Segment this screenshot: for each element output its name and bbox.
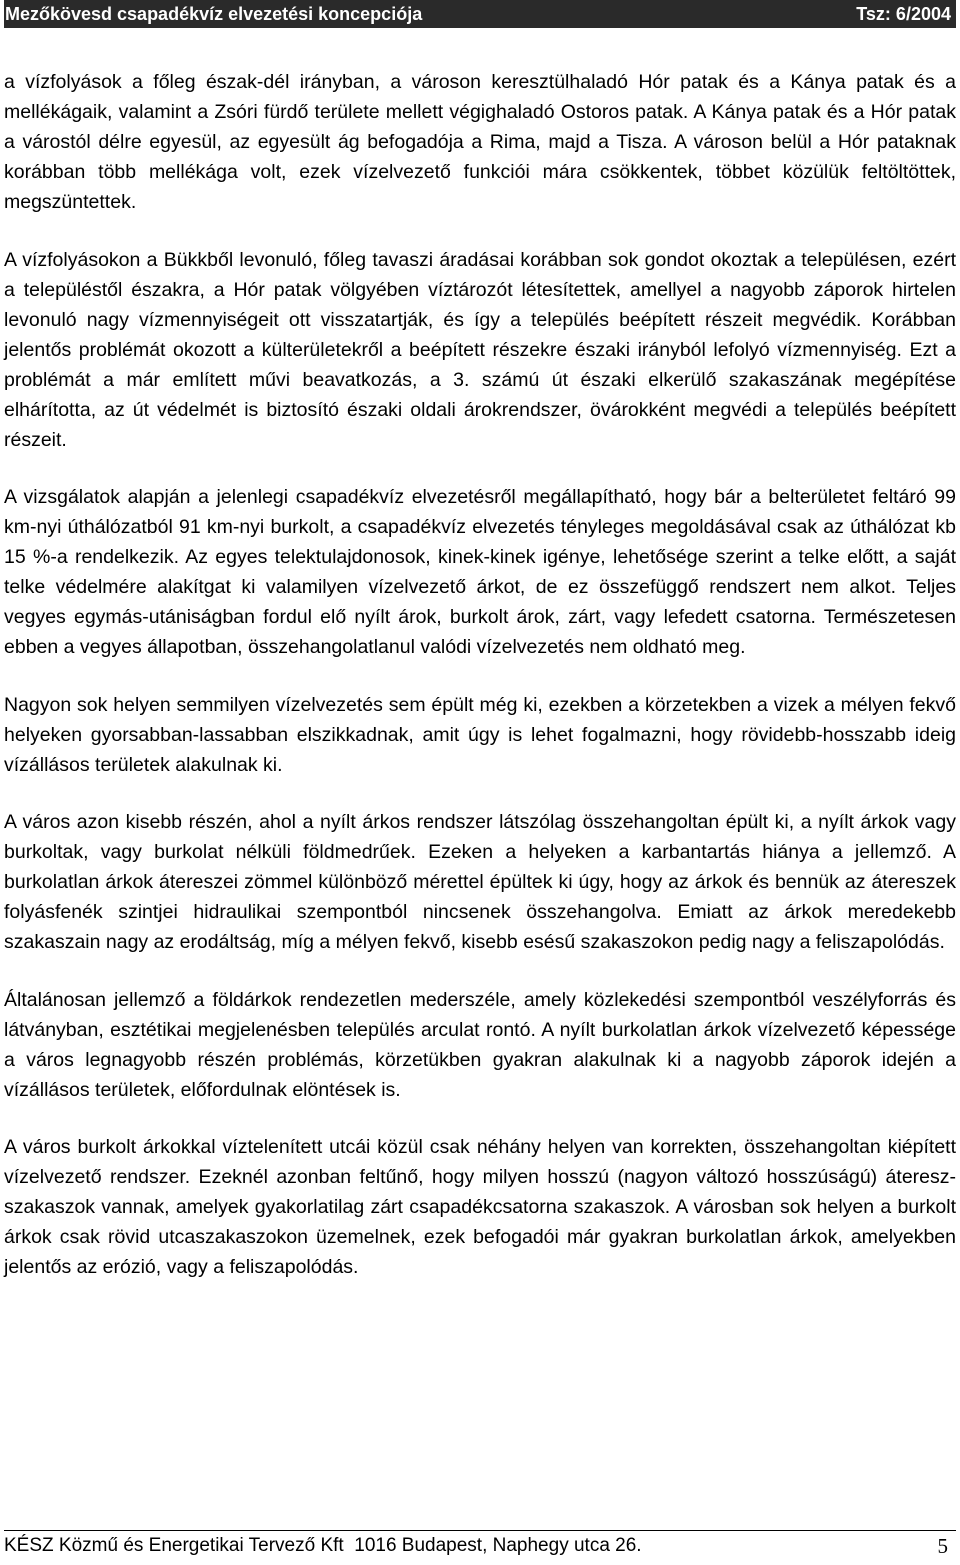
page-footer [4, 1530, 956, 1561]
document-reference: Tsz: 6/2004 [856, 4, 951, 24]
paragraph: Általánosan jellemző a földárkok rendezetlen mederszéle, amely közlekedési szempontból veszélyforrás és látványban, esztétikai megjelenésben település arculat rontó. A nyílt burkolatlan árkok vízelvezető képessége a város legnagyobb részén problémás, körzetükben gyakran alakulnak ki a nagyobb záporok idején a vízállásos területek, előfordulnak elöntések is. [4, 988, 956, 1101]
page-number: 5 [937, 1534, 948, 1558]
document-title: Mezőkövesd csapadékvíz elvezetési koncepciója [5, 4, 423, 24]
page-header [4, 0, 956, 28]
paragraph: A vizsgálatok alapján a jelenlegi csapadékvíz elvezetésről megállapítható, hogy bár a belterületet feltáró 99 km-nyi úthálózatból 91 km-nyi burkolt, a csapadékvíz elvezetés tényleges megoldásával csak az úthálózat kb 15 %-a rendelkezik. Az egyes telektulajdonosok, kinek-kinek igénye, lehetősége szerint a telke előtt, a saját telke védelmére alakítgat ki valamilyen vízelvezető árkot, de ez összefüggő rendszert nem alkot. Teljes vegyes egymás-utániságban fordul elő nyílt árok, burkolt árok, zárt, vagy lefedett csatorna. Természetesen ebben a vegyes állapotban, összehangolatlanul valódi vízelvezetés nem oldható meg. [4, 486, 956, 658]
paragraph: A vízfolyásokon a Bükkből levonuló, főleg tavaszi áradásai korábban sok gondot okoztak a településen, ezért a településtől északra, a Hór patak völgyében víztározót létesítettek, amellyel a nagyobb záporok hirtelen levonuló nagy vízmennyiségeit ott visszatartják, és így a település beépített részeit megvédik. Korábban jelentős problémát okozott a külterületekről a beépített részekre északi irányból lefolyó vízmennyiség. Ezt a problémát a már említett művi beavatkozás, a 3. számú út északi elkerülő szakaszának megépítése elhárította, az út védelmét is biztosító északi oldali árokrendszer, övárokként megvédi a település beépített részeit. [4, 248, 956, 451]
paragraph: a vízfolyások a főleg észak-dél irányban, a városon keresztülhaladó Hór patak és a Kánya patak és a mellékágaik, valamint a Zsóri fürdő területe mellett végighaladó Ostoros patak. A Kánya patak és a Hór patak a várostól délre egyesül, az egyesült ág befogadója a Rima, majd a Tisza. A városon belül a Hór pataknak korábban több mellékága volt, ezek vízelvezető funkciói mára csökkentek, többet közülük feltöltöttek, megszüntettek. [4, 71, 956, 213]
body-text [4, 67, 956, 1310]
document-page [4, 0, 956, 1565]
paragraph: A város burkolt árkokkal víztelenített utcái közül csak néhány helyen van korrekten, összehangoltan kiépített vízelvezető rendszer. Ezeknél azonban feltűnő, hogy milyen hosszú (nagyon változó hosszúságú) áteresz-szakaszok vannak, amelyek gyakorlatilag zárt csapadékcsatorna szakaszok. A városban sok helyen a burkolt árkok csak rövid utcaszakaszokon üzemelnek, ezek befogadói már gyakran burkolatlan árkok, amelyekben jelentős az erózió, vagy a feliszapolódás. [4, 1136, 956, 1278]
paragraph: Nagyon sok helyen semmilyen vízelvezetés sem épült még ki, ezekben a körzetekben a vizek a mélyen fekvő helyeken gyorsabban-lassabban elszikkadnak, amit úgy is lehet fogalmazni, hogy rövidebb-hosszabb ideig vízállásos területek alakulnak ki. [4, 693, 956, 776]
company-address: KÉSZ Közmű és Energetikai Tervező Kft 1016 Budapest, Naphegy utca 26. [4, 1535, 642, 1556]
paragraph: A város azon kisebb részén, ahol a nyílt árkos rendszer látszólag összehangoltan épült ki, a nyílt árkok vagy burkoltak, vagy burkolat nélküli földmedrűek. Ezeken a helyeken a karbantartás hiánya a jellemző. A burkolatlan árkok átereszei zömmel különböző mérettel épültek ki úgy, hogy az árkok és bennük az átereszek folyásfenék szintjei hidraulikai szempontból nincsenek összehangolva. Emiatt az árkok meredekebb szakaszain nagy az erodáltság, míg a mélyen fekvő, kisebb esésű szakaszokon pedig nagy a feliszapolódás. [4, 811, 956, 953]
